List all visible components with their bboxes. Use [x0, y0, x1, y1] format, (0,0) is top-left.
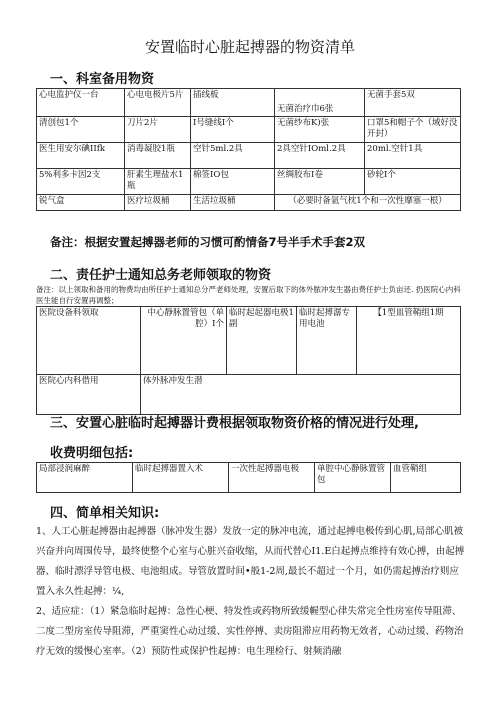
table-cell: 无菌手套5双 — [365, 89, 461, 117]
page-title: 安置临时心脏起搏器的物资清单 — [144, 38, 355, 56]
table-cell: 中心静脉置管包（单腔）I个 — [141, 307, 227, 375]
table-cell: 无菌纱布K)张 — [275, 117, 365, 143]
table-cell: 棉签IO包 — [191, 169, 275, 195]
table-cell: 临时起起器电极1副 — [227, 307, 297, 375]
backup-supplies-table — [36, 88, 461, 211]
table-cell: 空针5ml.2具 — [191, 143, 275, 169]
table-cell: 丝绸胶布I卷 — [275, 169, 365, 195]
table-cell: 医院设备科领取 — [37, 307, 141, 375]
table-row — [37, 143, 461, 169]
table-cell: 2具空针IOml.2具 — [275, 143, 365, 169]
knowledge-paragraph-1: 1、人工心脏起搏器由起搏器（脉冲发生器）发放一定的脉冲电流，通过起搏电极传到心肌,局部心肌被兴奋并向周围传导，最终使整个心室与心脏兴奋收缩，从而代替心I1.E白起搏点维持有效心搏，由起搏器、临时漂浮导管电极、电池组成。导管放置时间•般1-2周,最长不超过一个月，如仍需起搏治疗则应置入永久性起搏：¼, — [36, 526, 465, 597]
table-cell: 血管鞘组 — [391, 463, 461, 493]
table-row — [37, 195, 461, 211]
table-cell: 心电电极片5片 — [125, 89, 191, 117]
billing-items-table — [36, 462, 461, 493]
table-cell: 临时起搏潺专用电池 — [297, 307, 357, 375]
table-cell: 医疗垃圾桶 — [125, 195, 191, 211]
section3-heading: 三、安置心脏临时起搏器计费根据领取物资价格的情况进行处理, — [50, 416, 419, 431]
table-cell: 刀片2片 — [125, 117, 191, 143]
table-cell: 医院心内科借用 — [37, 375, 141, 415]
table-cell: 单腔中心静脉置管包 — [315, 463, 391, 493]
table-row — [37, 375, 461, 415]
table-cell: 体外脉冲发生潜 — [141, 375, 461, 415]
table-cell: 消毒凝胶1瓶 — [125, 143, 191, 169]
table-cell: 锐气盒 — [37, 195, 125, 211]
section4-body — [36, 522, 466, 662]
section2-heading: 二、责任护士通知总务老师领取的物资 — [50, 268, 272, 283]
table-cell: 生活垃圾桶 — [191, 195, 275, 211]
section1-heading: 一、科室备用物资 — [50, 72, 155, 87]
table-cell: 【1型皿管鞘组1期 — [357, 307, 461, 375]
table-cell: 口罩5和帽子个（域好没开封） — [365, 117, 461, 143]
knowledge-paragraph-2: 2、适应症：（1）紧急临时起搏：急性心梗、特发性或药物所致缓幄型心律失常完全性房室传导阻滞、二度二型房室传导阻滞，严重窦性心动过缓、实性停搏、卖房阻滞应用药物无效者，心动过缓、药物治疗无效的缓慢心室率。（2）预防性或保护性起搏：电生理检行、射频消融 — [36, 606, 464, 657]
table-cell: 20ml.空针1具 — [365, 143, 461, 169]
table-row — [37, 463, 461, 493]
table-row — [37, 89, 461, 117]
table-cell: 医生用安尔碘IIfk — [37, 143, 125, 169]
table-cell: 局部浸润麻醉 — [37, 463, 133, 493]
section1-note: 备注：根据安置起搏器老师的习惯可酌情备7号半手术手套2双 — [50, 235, 366, 249]
table-cell: 5%利多卡因2支 — [37, 169, 125, 195]
table-cell: 心电监护仪一台 — [37, 89, 125, 117]
table-cell: 一次性起搏器电极 — [229, 463, 315, 493]
table-row — [37, 307, 461, 375]
table-cell: （必要时备氩气枕1个和一次性靡塞一根） — [275, 195, 461, 211]
table-cell: 插线板 — [191, 89, 275, 117]
table-row — [37, 117, 461, 143]
collect-supplies-table — [36, 306, 461, 415]
table-cell: 无菌治疗巾6张 — [275, 89, 365, 117]
table-cell: 清创包1个 — [37, 117, 125, 143]
section4-heading: 四、简单相关知识: — [50, 506, 160, 521]
table-cell: 临时起搏器置入术 — [133, 463, 229, 493]
table-row — [37, 169, 461, 195]
table-cell: I号缝线I个 — [191, 117, 275, 143]
section3-subheading: 收费明细包括: — [50, 446, 134, 461]
table-cell: 砂轮I个 — [365, 169, 461, 195]
section2-small-note: 备注：以上领取和备用的物费均由所任护士通知总分严老师处理，安置后取下的体外脓冲发生器由费任护士负亩还. 扔医院心内科医生能自行安置再调整； — [36, 285, 461, 305]
table-cell: 肝素生理盐水1瓶 — [125, 169, 191, 195]
